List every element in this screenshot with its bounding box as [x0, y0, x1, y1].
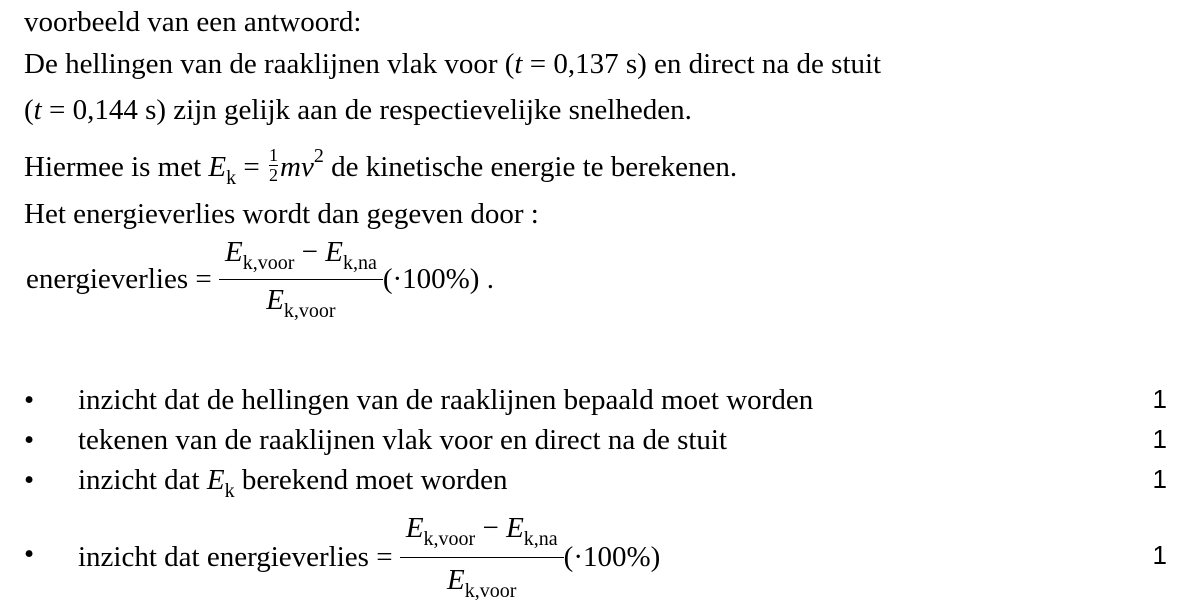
text: inzicht dat: [78, 464, 207, 496]
half-fraction: [269, 146, 278, 185]
subscript: k,voor: [423, 528, 476, 550]
numerator: 1: [269, 144, 278, 165]
equals: =: [236, 151, 267, 183]
var-t: t: [33, 94, 42, 126]
text: inzicht dat energieverlies =: [78, 541, 400, 573]
text: Hiermee is met: [24, 151, 209, 183]
text: De hellingen van de raaklijnen vlak voor (: [24, 48, 515, 80]
var-E: E: [206, 464, 225, 496]
answer-line-4: Het energieverlies wordt dan gegeven door :: [24, 198, 539, 230]
denominator: 2: [269, 164, 278, 185]
subscript: k,voor: [464, 580, 517, 602]
var-mv: mv: [280, 151, 314, 183]
var-E: E: [447, 564, 465, 596]
score: 1: [1152, 424, 1167, 454]
var-E: E: [405, 512, 424, 544]
text: ) en direct na de stuit: [637, 48, 882, 80]
formula-rhs: (·100%) .: [382, 263, 494, 295]
time-value: = 0,137 s: [522, 48, 638, 80]
var-E: E: [224, 236, 243, 268]
score: 1: [1152, 384, 1167, 414]
criterion-text: [78, 464, 508, 503]
answer-line-1: [24, 50, 881, 79]
text: ) zijn gelijk aan de respectievelijke snelheden.: [156, 94, 692, 126]
criterion-text: inzicht dat de hellingen van de raaklijnen bepaald moet worden: [78, 384, 814, 416]
energy-loss-formula: [26, 238, 494, 321]
time-value: = 0,144 s: [41, 94, 157, 126]
score: 1: [1152, 464, 1167, 494]
answer-line-2: [24, 96, 692, 125]
subscript: k,voor: [283, 300, 336, 322]
text: (: [24, 94, 34, 126]
bullet-icon: •: [24, 384, 35, 416]
superscript: 2: [313, 145, 324, 167]
bullet-icon: •: [24, 464, 35, 496]
subscript: k: [224, 480, 235, 502]
score: 1: [1152, 540, 1167, 570]
list-item: [24, 512, 1174, 602]
bullet-icon: •: [24, 424, 35, 456]
answer-line-3: [24, 146, 737, 189]
subscript: k: [226, 167, 237, 189]
var-E: E: [325, 236, 343, 268]
subscript: k,na: [342, 252, 377, 274]
criterion-text: tekenen van de raaklijnen vlak voor en direct na de stuit: [78, 424, 728, 456]
text: de kinetische energie te berekenen.: [323, 151, 738, 183]
bullet-icon: •: [24, 538, 35, 570]
formula-lhs: energieverlies =: [26, 263, 219, 295]
formula-rhs: (·100%): [563, 541, 661, 573]
subscript: k,na: [523, 528, 558, 550]
subscript: k,voor: [242, 252, 295, 274]
var-t: t: [514, 48, 523, 80]
var-E: E: [208, 151, 227, 183]
criterion-text: [78, 512, 660, 603]
intro-heading: voorbeeld van een antwoord:: [24, 6, 362, 38]
text: berekend moet worden: [234, 464, 508, 496]
minus: −: [475, 512, 507, 544]
formula-fraction: [219, 238, 383, 321]
var-E: E: [506, 512, 524, 544]
var-E: E: [266, 284, 284, 316]
minus: −: [294, 236, 326, 268]
formula-fraction: [400, 512, 564, 603]
